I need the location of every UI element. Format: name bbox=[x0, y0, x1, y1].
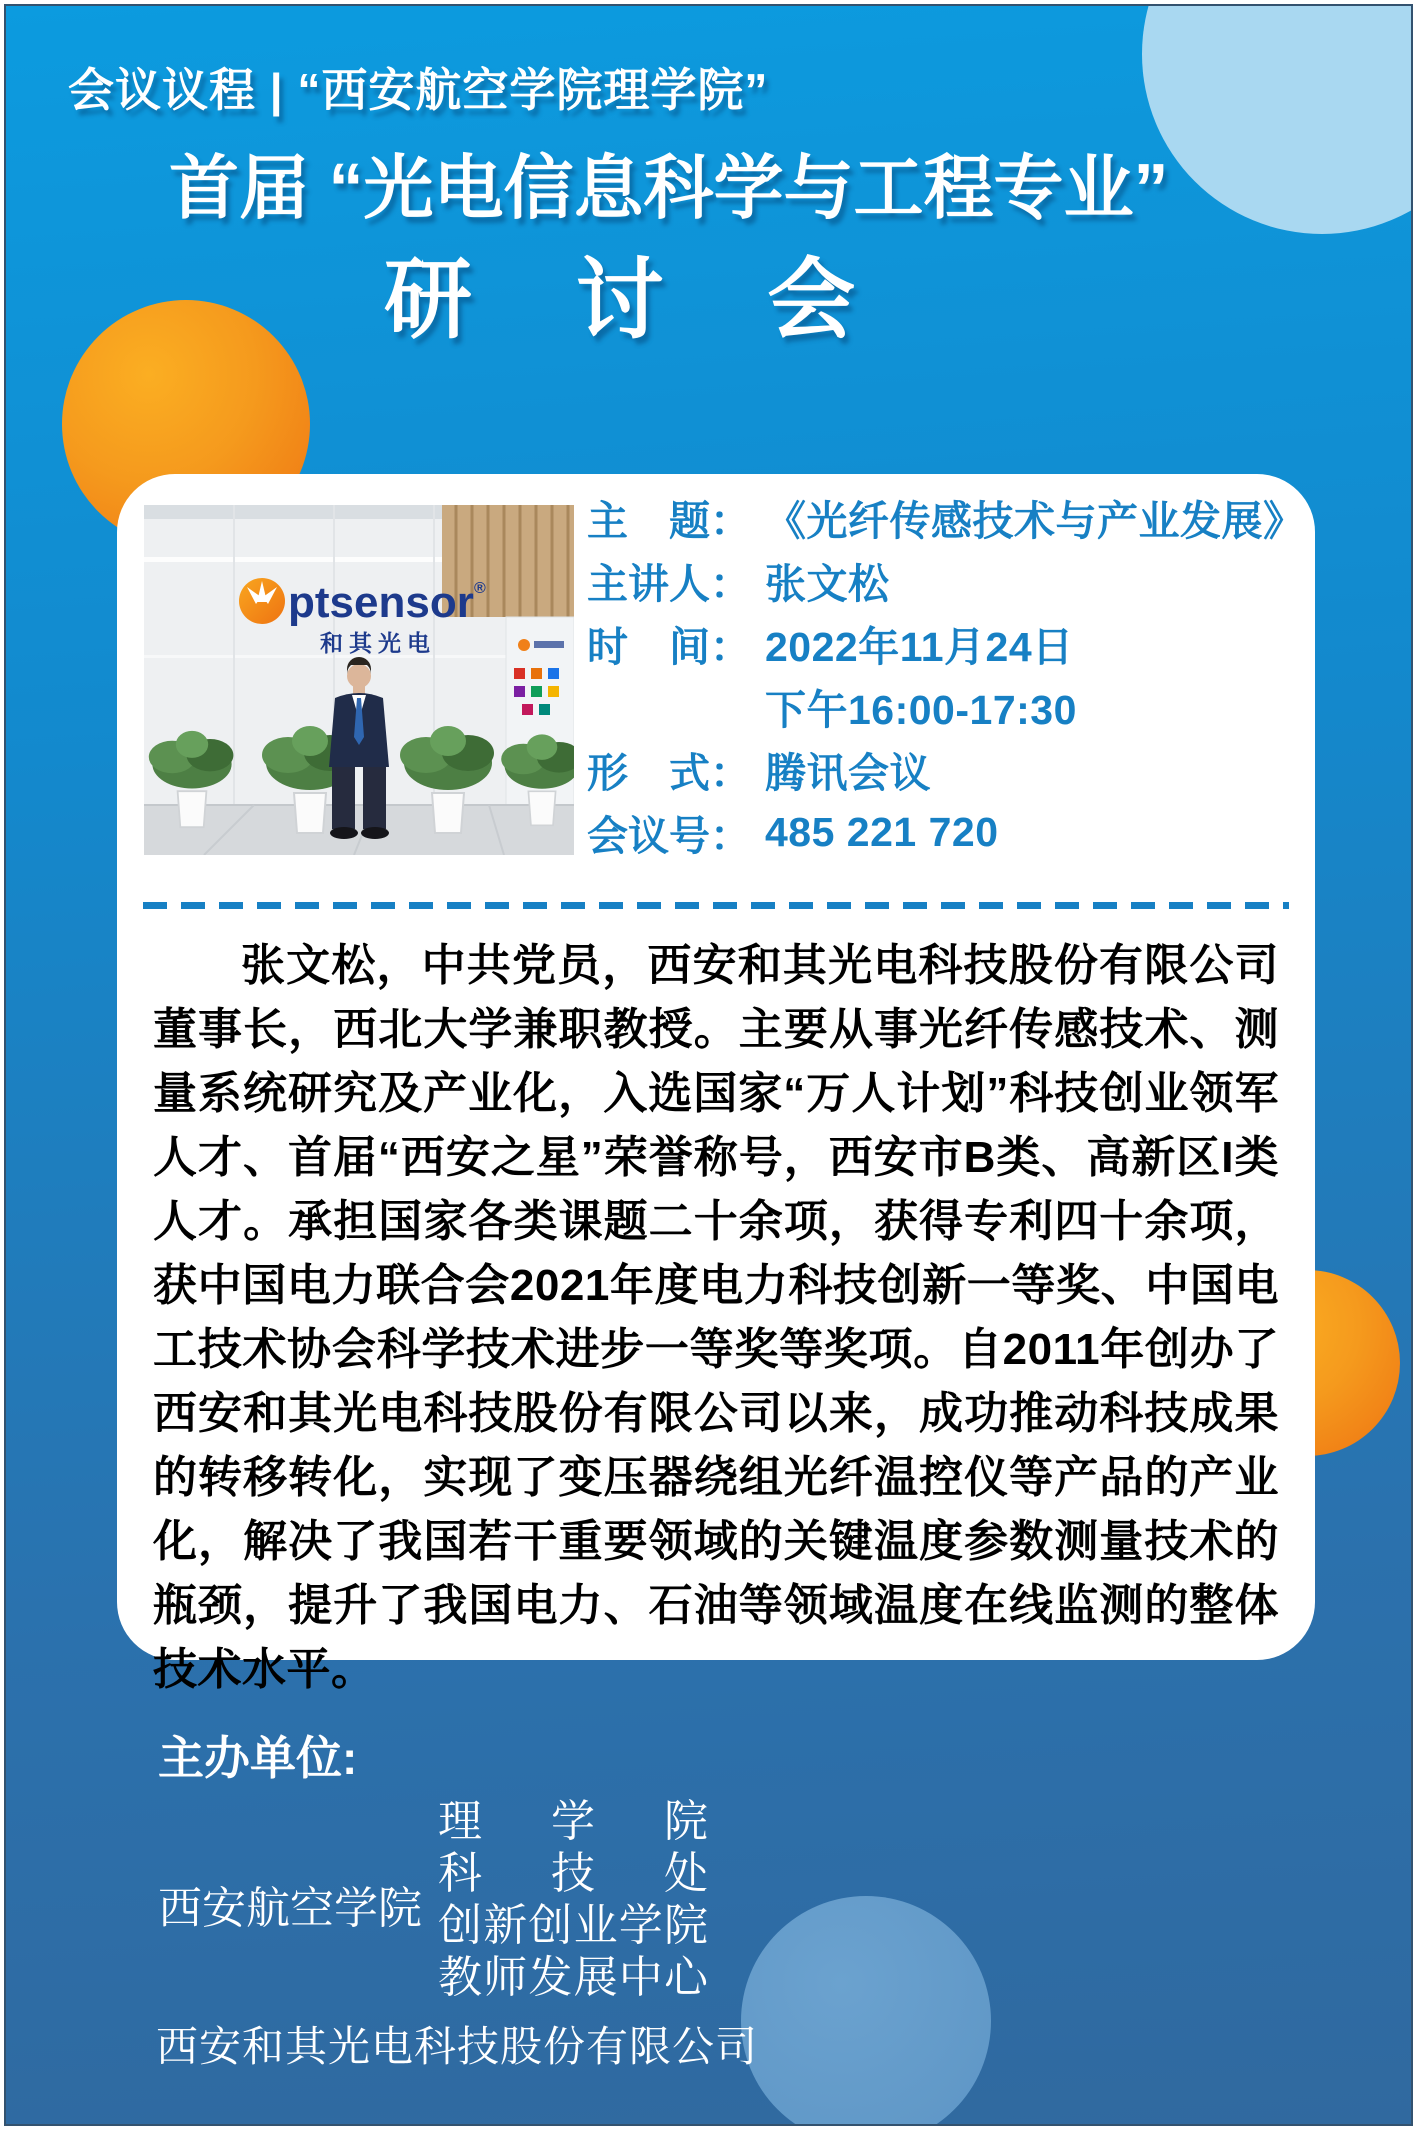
detail-label: 会议号： bbox=[587, 813, 751, 859]
poster-eyebrow: 会议议程 | “西安航空学院理学院” bbox=[68, 64, 769, 116]
detail-row-meeting-id bbox=[587, 801, 1299, 864]
light-blue-circle-bottom bbox=[741, 1896, 991, 2126]
organizer-company: 西安和其光电科技股份有限公司 bbox=[156, 2023, 759, 2070]
organizer-department: 理学院 bbox=[438, 1797, 708, 1846]
organizer-departments bbox=[438, 1796, 708, 2004]
poster-title-line1: 首届 “光电信息科学与工程专业” bbox=[169, 149, 1169, 227]
poster-title-main: 研 讨 会 bbox=[384, 250, 895, 349]
detail-row-speaker bbox=[587, 549, 1299, 612]
detail-row-time bbox=[587, 675, 1299, 738]
photo-logo-reg: ® bbox=[474, 580, 486, 597]
photo-logo-cn: 和其光电 bbox=[320, 630, 436, 656]
detail-value: 485 221 720 bbox=[765, 809, 999, 855]
organizer-department: 教师发展中心 bbox=[438, 1953, 708, 2002]
speaker-photo bbox=[144, 505, 574, 855]
meeting-details bbox=[587, 486, 1305, 864]
detail-label: 主讲人： bbox=[587, 561, 751, 607]
detail-label: 时 间： bbox=[587, 624, 751, 670]
photo-logo-text: ptsensor bbox=[288, 578, 474, 627]
organizer-department: 科技处 bbox=[438, 1849, 708, 1898]
detail-row-topic bbox=[587, 486, 1305, 549]
detail-value: 腾讯会议 bbox=[765, 750, 931, 796]
speaker-biography: 张文松，中共党员，西安和其光电科技股份有限公司董事长，西北大学兼职教授。主要从事光纤传感技术、测量系统研究及产业化，入选国家“万人计划”科技创业领军人才、首届“西安之星”荣誉称号，西安市B类、高新区I类人才。承担国家各类课题二十余项，获得专利四十余项，获中国电力联合会2021年度电力科技创新一等奖、中国电工技术协会科学技术进步一等奖等奖项。自2011年创办了西安和其光电科技股份有限公司以来，成功推动科技成果的转移转化，实现了变压器绕组光纤温控仪等产品的产业化，解决了我国若干重要领域的关键温度参数测量技术的瓶颈，提升了我国电力、石油等领域温度在线监测的整体技术水平。 bbox=[153, 941, 1279, 1694]
light-blue-circle-top-right bbox=[1142, 4, 1413, 234]
organizer-label: 主办单位: bbox=[158, 1732, 358, 1784]
detail-row-format bbox=[587, 738, 1299, 801]
speaker-photo-illustration bbox=[144, 505, 574, 855]
detail-label: 形 式： bbox=[587, 750, 751, 796]
info-card bbox=[117, 474, 1315, 1694]
detail-value: 张文松 bbox=[765, 561, 890, 607]
detail-row-date bbox=[587, 612, 1299, 675]
detail-value: 下午16:00-17:30 bbox=[765, 687, 1077, 733]
organizer-department: 创新创业学院 bbox=[438, 1901, 708, 1950]
detail-label: 主 题： bbox=[587, 498, 751, 544]
poster-background bbox=[4, 4, 1413, 2126]
organizer-institute: 西安航空学院 bbox=[158, 1884, 422, 1933]
detail-value: 《光纤传感技术与产业发展》 bbox=[765, 498, 1305, 544]
dashed-divider bbox=[143, 902, 1289, 909]
detail-value: 2022年11月24日 bbox=[765, 624, 1074, 670]
